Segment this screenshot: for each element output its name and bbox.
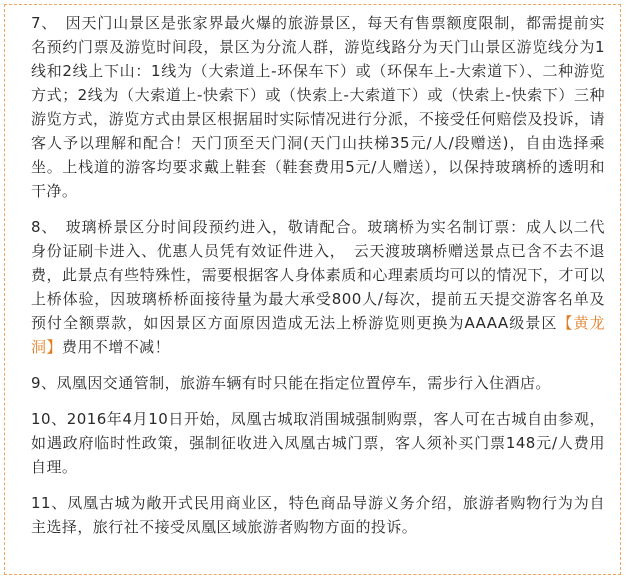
note-8: [31, 215, 605, 359]
paragraph-gap: [31, 203, 605, 215]
note-8-ending: 费用不增不减！: [61, 338, 171, 356]
note-11: 11、凤凰古城为敞开式民用商业区，特色商品导游义务介绍，旅游者购物行为为自主选择，旅行社不接受凤凰区域旅游者购物方面的投诉。: [31, 494, 605, 536]
huanglong-cave-highlight: 【黄龙洞】: [31, 314, 605, 356]
paragraph-gap: [31, 395, 605, 407]
note-9: 9、凤凰因交通管制，旅游车辆有时只能在指定位置停车，需步行入住酒店。: [31, 374, 551, 392]
note-7: 7、 因天门山景区是张家界最火爆的旅游景区，每天有售票额度限制，都需提前实名预约门票及游览时间段，景区为分流人群，游览线路分为天门山景区游览线分为1线和2线上下山：1线为（大索道上-环保车下）或（环保车上-大索道下）、二种游览方式；2线为（大索道上-快索下）或（快索上-大索道下）或（快索上-快索下）三种游览方式，游览方式由景区根据届时实际情况进行分派，不接受任何赔偿及投诉，请客人予以理解和配合！天门顶至天门洞(天门山扶梯35元/人/段赠送)，自由选择乘坐。上栈道的游客均要求戴上鞋套（鞋套费用5元/人赠送），以保持玻璃桥的透明和干净。: [31, 14, 605, 200]
notice-frame: [4, 4, 621, 575]
note-8-text: 8、 玻璃桥景区分时间段预约进入，敬请配合。玻璃桥为实名制订票：成人以二代身份证刷卡进入、优惠人员凭有效证件进入， 云天渡玻璃桥赠送景点已含不去不退费，此景点有些特殊性，需要根据客人身体素质和心理素质均可以的情况下，才可以上桥体验，因玻璃桥桥面接待量为最大承受800人/每次，提前五天提交游客名单及预付全额票款，如因景区方面原因造成无法上桥游览则更换为AAAA级景区: [31, 218, 605, 332]
note-10: 10、2016年4月10日开始，凤凰古城取消围城强制购票，客人可在古城自由参观，如遇政府临时性政策，强制征收进入凤凰古城门票，客人须补买门票148元/人费用自理。: [31, 410, 605, 476]
paragraph-gap: [31, 479, 605, 491]
paragraph-gap: [31, 359, 605, 371]
notes-list: [31, 11, 605, 539]
